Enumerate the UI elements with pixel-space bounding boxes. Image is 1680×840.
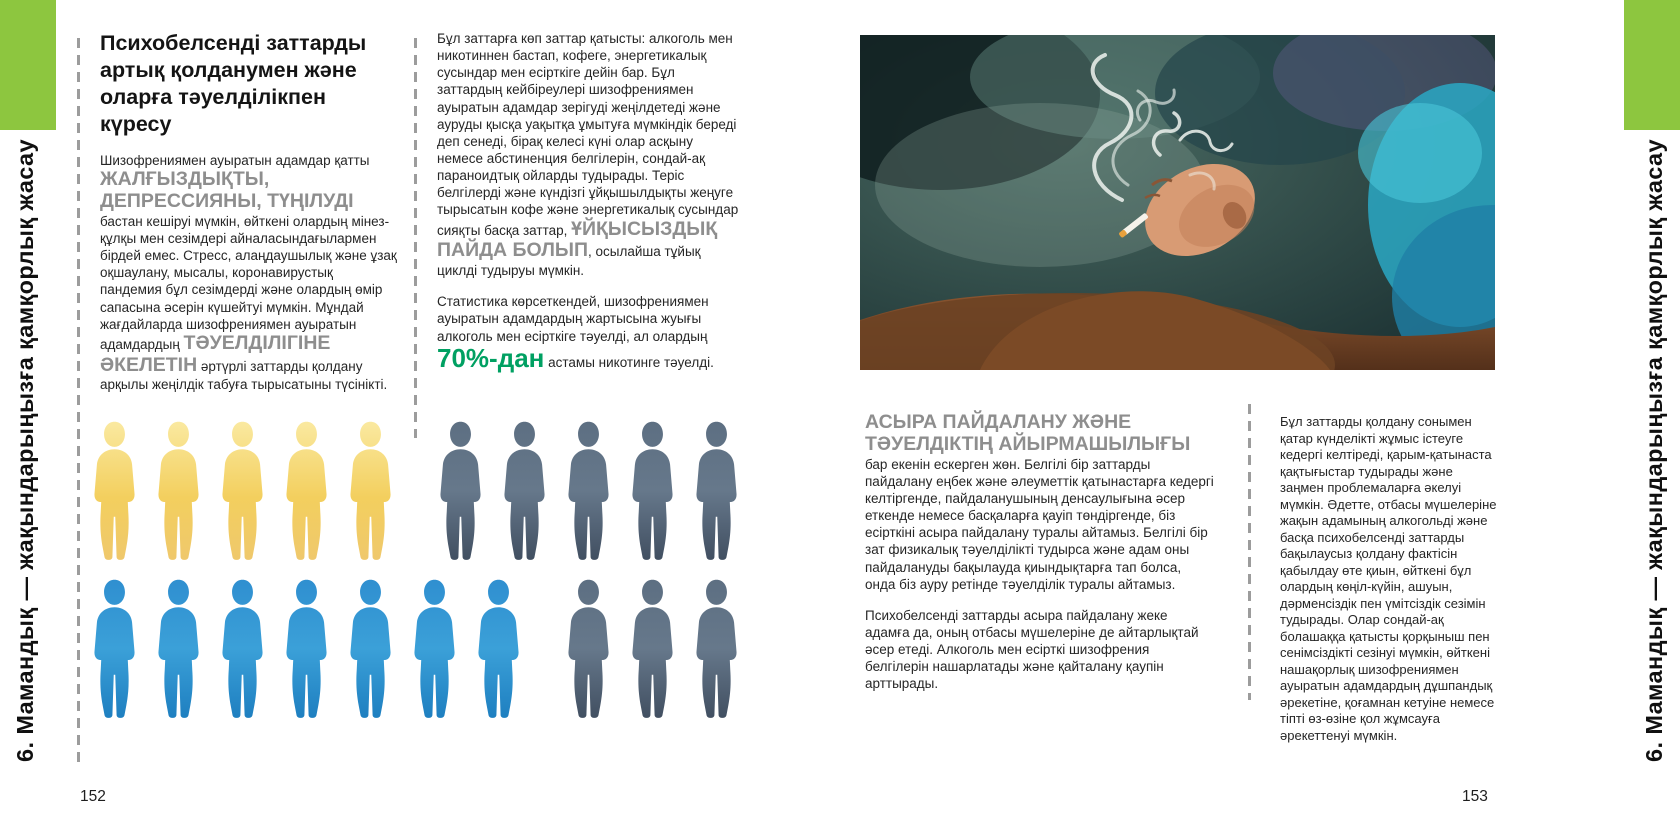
emphasis-caps: ҰЙҚЫСЫЗДЫҚ ПАЙДА БОЛЫП	[437, 217, 718, 262]
person-figure-blue	[342, 576, 399, 724]
body-text: , осылайша тұйық циклді тудыруы мүмкін.	[437, 244, 701, 279]
paragraph: Психобелсенді заттарды асыра пайдалану жеке адамға да, оның отбасы мүшелеріне де айтарлықтай әсер етеді. Алкоголь мен есірткі шизофрения белгілерін нашарлатады және қайталану қаупін арттырады.	[865, 607, 1199, 692]
person-figure-yellow	[214, 418, 271, 566]
dashed-rule-left	[77, 38, 80, 762]
person-figure-blue	[86, 576, 143, 724]
person-figure-blue	[406, 576, 463, 724]
chapter-color-block-left	[0, 0, 56, 130]
left-page-column-2	[437, 30, 740, 385]
paragraph	[437, 293, 740, 371]
body-text: астамы никотинге тәуелді.	[544, 354, 714, 370]
body-text: Бұл заттарға көп заттар қатысты: алкоголь мен никотиннен бастап, кофеге, энергетикалық сусындар мен есірткіге дейін бар. Бұл заттардың кейбіреулері шизофрениямен ауыратын адамдар зерігуді жеңілдетеді және ауруды қысқа уақытқа ұмытуға мүмкіндік береді деп сенеді, бірақ келесі күні олар асқыну немесе абстиненция белгілерін, сондай-ақ параноидтық ойларды тудырады. Теріс белгілерді және күндізгі ұйқышылдықты жеңуге тырысатын кофе және энергетикалық сусындар сияқты басқа заттар,	[437, 31, 739, 238]
body-text: әртүрлі заттарды қолдану арқылы жеңілдік табуға тырысатыны түсінікті.	[100, 358, 388, 393]
body-text: Статистика көрсеткендей, шизофрениямен ауыратын адамдардың жартысына жуығы алкоголь мен есірткіге тәуелді, ал олардың	[437, 294, 709, 344]
right-page-column-1	[865, 412, 1215, 706]
person-figure-gray	[688, 418, 745, 566]
person-figure-blue	[214, 576, 271, 724]
person-figure-yellow	[278, 418, 335, 566]
paragraph	[100, 152, 398, 394]
person-figure-gray	[624, 576, 681, 724]
emphasis-caps: ЖАЛҒЫЗДЫҚТЫ, ДЕПРЕССИЯНЫ, ТҮҢІЛУДІ	[100, 168, 354, 212]
chapter-label-right: 6. Мамандық — жақындарыңызға қамқорлық жасау	[1641, 139, 1667, 762]
dashed-rule-center-left-page	[414, 38, 417, 438]
person-figure-blue	[278, 576, 335, 724]
chapter-color-block-right	[1624, 0, 1680, 130]
right-page-column-2	[1280, 414, 1500, 758]
person-figure-blue	[470, 576, 527, 724]
person-figure-gray	[688, 576, 745, 724]
person-figure-yellow	[86, 418, 143, 566]
body-text: бастан кешіруі мүмкін, өйткені олардың мінез-құлқы мен сезімдері айналасындағылармен бірдей емес. Стресс, алаңдаушылық және ұзақ оқшаулану, мысалы, коронавирустық пандемия бұл сезімдерді және олардың өмір сапасына әсерін күшейтуі мүмкін. Мұндай жағдайларда шизофрениямен ауыратын адамдардың	[100, 213, 397, 352]
body-text: Шизофрениямен ауыратын адамдар қатты	[100, 153, 370, 168]
person-figure-gray	[432, 418, 489, 566]
illustration-smoking-person	[860, 35, 1495, 370]
dashed-rule-right-page	[1248, 404, 1251, 700]
person-figure-yellow	[150, 418, 207, 566]
person-figure-gray	[496, 418, 553, 566]
body-text: бар екенін ескерген жөн. Белгілі бір заттарды пайдалану еңбек және әлеуметтік қатынастарға кедергі келтіргенде, пайдаланушының денсаулығына әсер еткенде немесе басқаларға қауіп төндіргенде, біз есірткіні асыра пайдалану туралы айтамыз. Белгілі бір зат физикалық тәуелділікті тудырса және адам оны пайдалануды бақылауда қиындықтарға тап болса, онда біз ауру ретінде тәуелділік туралы айтамыз.	[865, 456, 1214, 592]
person-figure-gray	[624, 418, 681, 566]
person-figure-yellow	[342, 418, 399, 566]
left-page-column-1	[100, 152, 398, 408]
page-number-left: 152	[80, 788, 106, 805]
emphasis-caps: ТӘУЕЛДІЛІГІНЕ ӘКЕЛЕТІН	[100, 331, 331, 376]
paragraph: Бұл заттарды қолдану сонымен қатар күнделікті жұмыс істеуге кедергі келтіреді, қарым-қатынаста қақтығыстар тудырады және заңмен проблемаларға әкелуі мүмкін. Әдетте, отбасы мүшелеріне жақын адамының алкогольді және басқа психобелсенді заттарды бақылаусыз қолдану фактісін қабылдау өте қиын, өйткені бұл олардың көңіл-күйін, ашуын, дәрменсіздік пен үмітсіздік сезімін тудырады. Олар сондай-ақ болашаққа қатысты қорқыныш пен сенімсіздікті сезінуі мүмкін, өйткені нашақорлық шизофрениямен ауыратын адамдардың дұшпандық әрекетіне, қоғамнан кетуіне немесе тіпті өз-өзіне қол жұмсауға әрекеттенуі мүмкін.	[1280, 414, 1497, 743]
paragraph	[437, 30, 740, 279]
paragraph	[865, 412, 1215, 593]
pictogram-row2	[86, 576, 752, 724]
emphasis-caps: АСЫРА ПАЙДАЛАНУ ЖӘНЕ ТӘУЕЛДІКТІҢ АЙЫРМАШЫЛЫҒЫ	[865, 411, 1191, 455]
person-figure-gray	[560, 418, 617, 566]
chapter-label-left: 6. Мамандық — жақындарыңызға қамқорлық жасау	[12, 139, 38, 762]
pictogram-row1	[86, 418, 752, 566]
person-figure-gray	[560, 576, 617, 724]
page-number-right: 153	[1462, 788, 1488, 805]
statistic-value: 70%-дан	[437, 342, 545, 373]
page-title: Психобелсенді заттарды артық қолданумен және оларға тәуелділікпен күресу	[100, 31, 367, 137]
person-figure-blue	[150, 576, 207, 724]
